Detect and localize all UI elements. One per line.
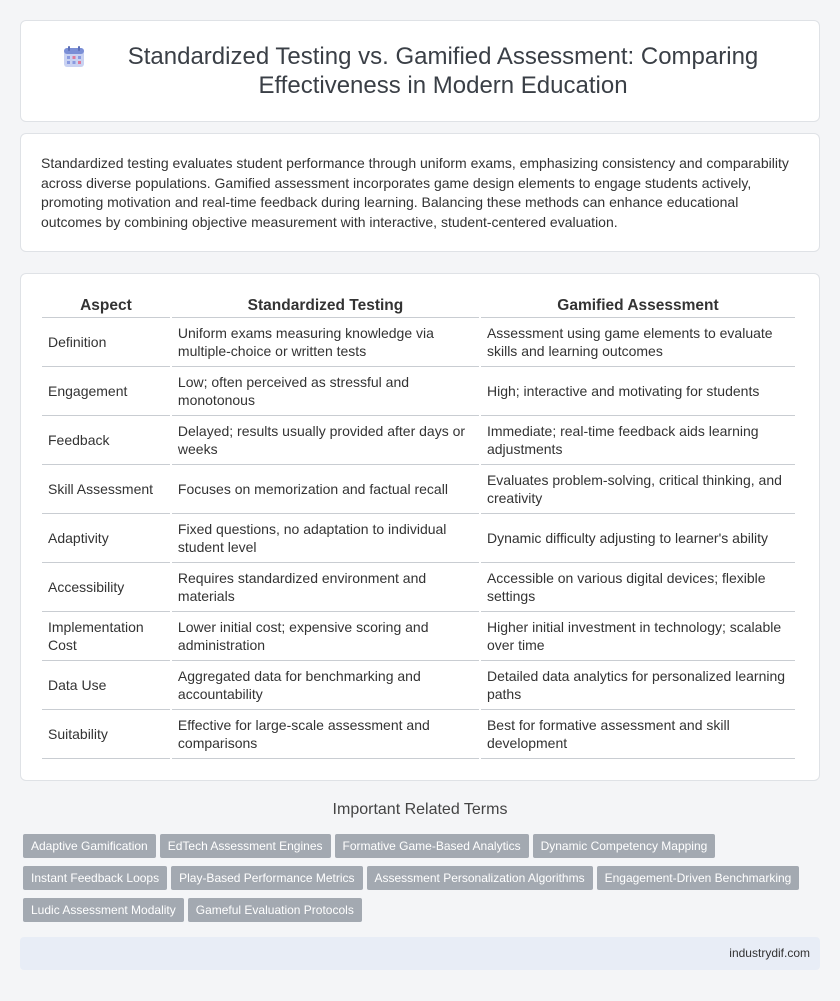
comparison-table-card — [20, 273, 820, 781]
related-term-tag[interactable]: EdTech Assessment Engines — [160, 834, 331, 858]
cell-gamified: Immediate; real-time feedback aids learning adjustments — [481, 416, 795, 465]
header-gamified-assessment: Gamified Assessment — [481, 292, 795, 318]
table-row — [42, 465, 795, 514]
cell-aspect: Accessibility — [42, 563, 170, 612]
cell-standardized: Effective for large-scale assessment and comparisons — [172, 710, 479, 759]
table-row — [42, 318, 795, 367]
comparison-table — [40, 292, 797, 759]
cell-gamified: Best for formative assessment and skill development — [481, 710, 795, 759]
cell-gamified: Evaluates problem-solving, critical thinking, and creativity — [481, 465, 795, 514]
related-term-tag[interactable]: Adaptive Gamification — [23, 834, 156, 858]
related-term-tag[interactable]: Assessment Personalization Algorithms — [367, 866, 593, 890]
cell-gamified: Dynamic difficulty adjusting to learner's ability — [481, 514, 795, 563]
related-term-tag[interactable]: Formative Game-Based Analytics — [335, 834, 529, 858]
footer-source-link[interactable]: industrydif.com — [729, 946, 810, 960]
related-term-tag[interactable]: Engagement-Driven Benchmarking — [597, 866, 800, 890]
cell-gamified: High; interactive and motivating for students — [481, 367, 795, 416]
table-row — [42, 514, 795, 563]
table-row — [42, 661, 795, 710]
cell-aspect: Skill Assessment — [42, 465, 170, 514]
table-row — [42, 416, 795, 465]
related-terms-tags — [23, 834, 823, 930]
cell-aspect: Data Use — [42, 661, 170, 710]
cell-standardized: Delayed; results usually provided after days or weeks — [172, 416, 479, 465]
table-row — [42, 563, 795, 612]
header-standardized-testing: Standardized Testing — [172, 292, 479, 318]
related-term-tag[interactable]: Gameful Evaluation Protocols — [188, 898, 362, 922]
related-term-tag[interactable]: Play-Based Performance Metrics — [171, 866, 362, 890]
table-row — [42, 710, 795, 759]
related-term-tag[interactable]: Ludic Assessment Modality — [23, 898, 184, 922]
table-row — [42, 612, 795, 661]
cell-gamified: Detailed data analytics for personalized learning paths — [481, 661, 795, 710]
calendar-icon — [61, 44, 87, 70]
cell-aspect: Engagement — [42, 367, 170, 416]
intro-paragraph: Standardized testing evaluates student performance through uniform exams, emphasizing consistency and comparability across diverse populations. Gamified assessment incorporates game design elements to engage students actively, promoting motivation and real-time feedback during learning. Balancing these methods can enhance educational outcomes by combining objective measurement with interactive, student-centered evaluation. — [41, 155, 789, 230]
cell-aspect: Definition — [42, 318, 170, 367]
cell-aspect: Feedback — [42, 416, 170, 465]
cell-standardized: Lower initial cost; expensive scoring and administration — [172, 612, 479, 661]
cell-aspect: Adaptivity — [42, 514, 170, 563]
cell-gamified: Assessment using game elements to evaluate skills and learning outcomes — [481, 318, 795, 367]
cell-standardized: Uniform exams measuring knowledge via multiple-choice or written tests — [172, 318, 479, 367]
related-term-tag[interactable]: Dynamic Competency Mapping — [533, 834, 716, 858]
footer — [20, 937, 820, 970]
cell-standardized: Focuses on memorization and factual recall — [172, 465, 479, 514]
title-card — [20, 20, 820, 122]
cell-gamified: Accessible on various digital devices; flexible settings — [481, 563, 795, 612]
page-title: Standardized Testing vs. Gamified Assessment: Comparing Effectiveness in Modern Education — [127, 43, 759, 99]
related-terms-title: Important Related Terms — [332, 801, 508, 818]
table-header-row — [42, 292, 795, 318]
header-aspect: Aspect — [42, 292, 170, 318]
cell-standardized: Fixed questions, no adaptation to individual student level — [172, 514, 479, 563]
cell-aspect: Suitability — [42, 710, 170, 759]
cell-standardized: Requires standardized environment and materials — [172, 563, 479, 612]
related-term-tag[interactable]: Instant Feedback Loops — [23, 866, 167, 890]
cell-aspect: Implementation Cost — [42, 612, 170, 661]
table-row — [42, 367, 795, 416]
cell-standardized: Aggregated data for benchmarking and accountability — [172, 661, 479, 710]
cell-standardized: Low; often perceived as stressful and monotonous — [172, 367, 479, 416]
intro-card — [20, 133, 820, 252]
cell-gamified: Higher initial investment in technology; scalable over time — [481, 612, 795, 661]
